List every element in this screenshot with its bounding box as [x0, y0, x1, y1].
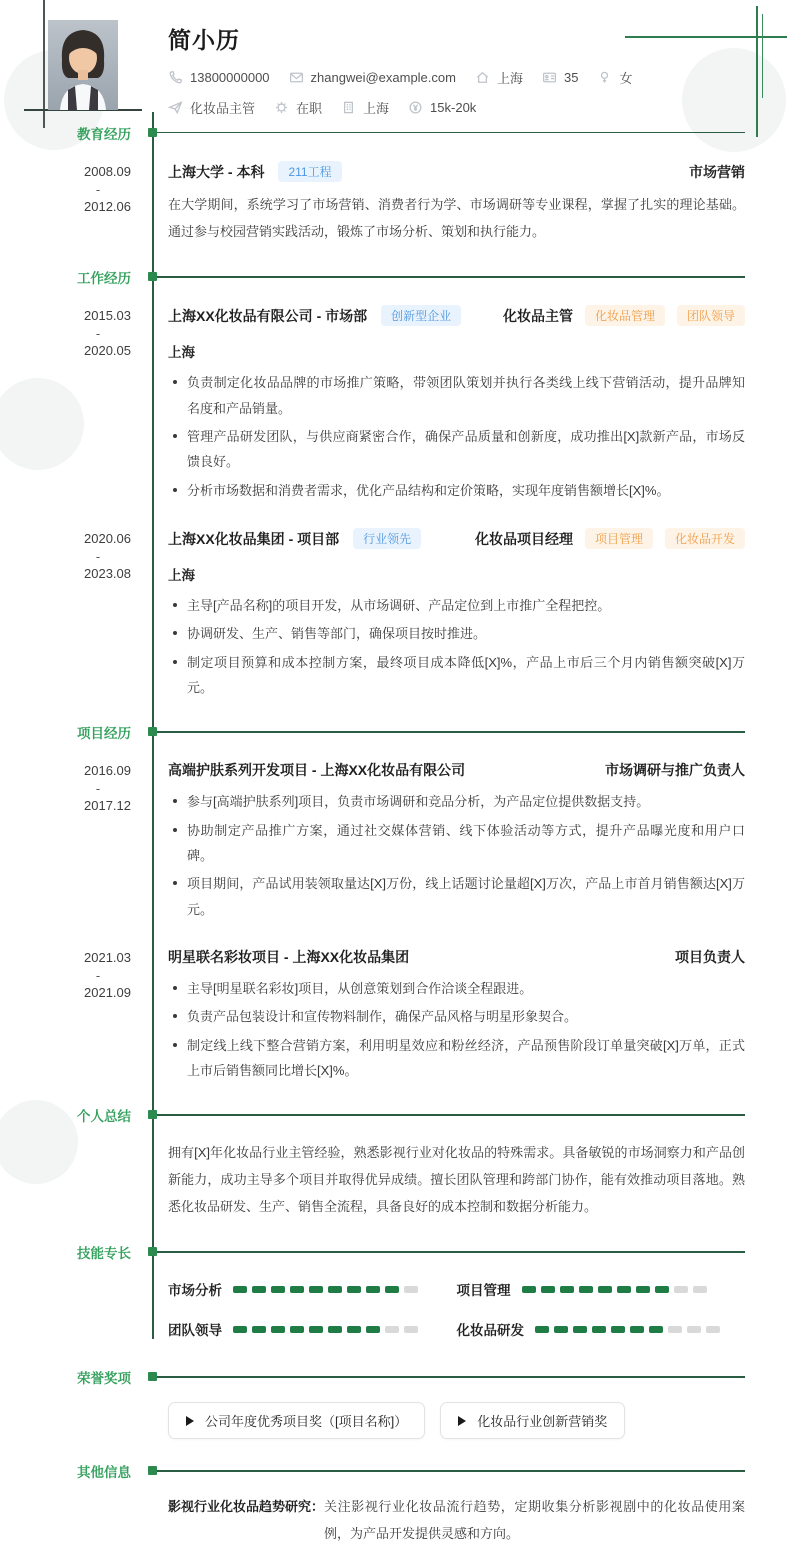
summary-text: 拥有[X]年化妆品行业主管经验，熟悉影视行业对化妆品的特殊需求。具备敏锐的市场洞察力和产品创新能力，成功主导多个项目并取得优异成绩。擅长团队管理和跨部门协作，能有效推动项目落地。熟悉化妆品研发、生产、销售全流程，具备良好的成本控制和数据分析能力。: [168, 1145, 745, 1214]
resume-header: [0, 0, 794, 117]
education-entry: [0, 161, 794, 245]
contact-email: zhangwei@example.com: [289, 70, 456, 85]
company-badge: 行业领先: [353, 528, 421, 549]
company-name: 上海XX化妆品有限公司 - 市场部: [168, 307, 368, 324]
section-header: [0, 125, 794, 140]
project-name: 明星联名彩妆项目 - 上海XX化妆品集团: [168, 949, 410, 966]
education-description: 在大学期间，系统学习了市场营销、消费者行为学、市场调研等专业课程，掌握了扎实的理论基础。通过参与校园营销实践活动，锻炼了市场分析、策划和执行能力。: [168, 197, 745, 239]
other-info: [168, 1494, 745, 1547]
bullet-item: 主导[产品名称]的项目开发，从市场调研、产品定位到上市推广全程把控。: [168, 593, 745, 618]
date-range: 2008.09 - 2012.06: [84, 164, 131, 215]
bullet-item: 参与[高端护肤系列]项目，负责市场调研和竞品分析，为产品定位提供数据支持。: [168, 789, 745, 814]
bullet-item: 负责制定化妆品品牌的市场推广策略，带领团队策划并执行各类线上线下营销活动，提升品牌知名度和产品销量。: [168, 370, 745, 421]
school-name: 上海大学 - 本科: [168, 163, 265, 180]
section-label: 教育经历: [77, 126, 131, 142]
skill-level-bar: [535, 1326, 725, 1333]
skill-name: 市场分析: [168, 1283, 222, 1299]
gender-icon: [597, 70, 612, 85]
bullet-item: 协助制定产品推广方案，通过社交媒体营销、线下体验活动等方式，提升产品曝光度和用户口碑。: [168, 818, 745, 869]
skill-tag: 化妆品管理: [585, 305, 665, 326]
company-name: 上海XX化妆品集团 - 项目部: [168, 530, 340, 547]
bullet-item: 协调研发、生产、销售等部门，确保项目按时推进。: [168, 621, 745, 646]
work-location: 上海: [168, 568, 195, 583]
skill-row: [168, 1279, 457, 1299]
salary-icon: [408, 100, 423, 115]
section-label: 技能专长: [77, 1245, 131, 1261]
project-entry: [0, 947, 794, 1083]
school-badge: 211工程: [278, 161, 341, 182]
other-info-text: 关注影视行业化妆品流行趋势，定期收集分析影视剧中的化妆品使用案例，为产品开发提供灵感和方向。: [324, 1499, 745, 1542]
section-header: [0, 1244, 794, 1259]
section-rule: [157, 1114, 745, 1116]
email-icon: [289, 70, 304, 85]
section-rule: [157, 1376, 745, 1378]
section-label: 荣誉奖项: [77, 1370, 131, 1386]
bullet-item: 主导[明星联名彩妆]项目，从创意策划到合作洽谈全程跟进。: [168, 976, 745, 1001]
section-skills: [0, 1244, 794, 1359]
skill-level-bar: [233, 1326, 423, 1333]
home-icon: [475, 70, 490, 85]
resume-content: [0, 125, 794, 1548]
play-icon: [186, 1416, 194, 1426]
job-title: 化妆品项目经理: [474, 530, 573, 547]
skill-row: [457, 1279, 746, 1299]
age-icon: [542, 70, 557, 85]
date-range: 2016.09 - 2017.12: [84, 763, 131, 814]
section-label: 工作经历: [77, 270, 131, 286]
skill-name: 化妆品研发: [456, 1323, 524, 1339]
timeline-node: [148, 727, 157, 736]
bullet-item: 管理产品研发团队，与供应商紧密合作，确保产品质量和创新度，成功推出[X]款新产品，市场反馈良好。: [168, 424, 745, 475]
section-label: 项目经历: [77, 725, 131, 741]
award-list: [168, 1402, 745, 1439]
phone-icon: [168, 70, 183, 85]
project-role: 市场调研与推广负责人: [605, 762, 745, 779]
skill-tag: 团队领导: [677, 305, 745, 326]
work-entry: [0, 528, 794, 700]
skill-name: 团队领导: [168, 1323, 222, 1339]
work-bullets: [168, 370, 745, 503]
status-icon: [274, 100, 289, 115]
section-header: [0, 1369, 794, 1384]
project-entry: [0, 760, 794, 922]
project-bullets: [168, 976, 745, 1083]
contact-row-2: [168, 98, 745, 117]
bullet-item: 制定项目预算和成本控制方案，最终项目成本降低[X]%，产品上市后三个月内销售额突破[X]万元。: [168, 650, 745, 701]
project-name: 高端护肤系列开发项目 - 上海XX化妆品有限公司: [168, 762, 466, 779]
bullet-item: 负责产品包装设计和宣传物料制作，确保产品风格与明星形象契合。: [168, 1004, 745, 1029]
contact-gender: 女: [597, 68, 632, 87]
skill-row: [168, 1319, 457, 1339]
other-info-lead: 影视行业化妆品趋势研究：: [168, 1499, 325, 1515]
contact-age: 35: [542, 70, 578, 85]
section-projects: [0, 724, 794, 1083]
date-range: 2015.03 - 2020.05: [84, 308, 131, 359]
section-rule: [157, 276, 745, 278]
timeline-node: [148, 1247, 157, 1256]
section-header: [0, 1107, 794, 1122]
award-pill[interactable]: 化妆品行业创新营销奖: [440, 1402, 625, 1439]
job-title: 化妆品主管: [502, 307, 573, 324]
date-range: 2021.03 - 2021.09: [84, 950, 131, 1001]
bullet-item: 分析市场数据和消费者需求，优化产品结构和定价策略，实现年度销售额增长[X]%。: [168, 478, 745, 503]
contact-phone: 13800000000: [168, 70, 270, 85]
date-range: 2020.06 - 2023.08: [84, 531, 131, 582]
work-city: 上海: [341, 98, 389, 117]
section-rule: [157, 731, 745, 733]
work-bullets: [168, 593, 745, 700]
skill-tag: 化妆品开发: [665, 528, 745, 549]
work-entry: [0, 305, 794, 503]
job-status: 在职: [274, 98, 322, 117]
skills-grid: [168, 1279, 745, 1359]
section-summary: [0, 1107, 794, 1220]
skill-level-bar: [522, 1286, 712, 1293]
bullet-item: 项目期间，产品试用装领取量达[X]万份，线上话题讨论量超[X]万次，产品上市首月销售额达[X]万元。: [168, 871, 745, 922]
bullet-item: 制定线上线下整合营销方案，利用明星效应和粉丝经济，产品预售阶段订单量突破[X]万单，正式上市后销售额同比增长[X]%。: [168, 1033, 745, 1084]
project-role: 项目负责人: [675, 949, 745, 966]
section-label: 个人总结: [77, 1108, 131, 1124]
skill-tag: 项目管理: [585, 528, 653, 549]
timeline-node: [148, 272, 157, 281]
city-icon: [341, 100, 356, 115]
award-pill[interactable]: 公司年度优秀项目奖（[项目名称]）: [168, 1402, 425, 1439]
skill-level-bar: [233, 1286, 423, 1293]
section-rule: [157, 132, 745, 134]
section-header: [0, 724, 794, 739]
company-badge: 创新型企业: [381, 305, 461, 326]
section-rule: [157, 1470, 745, 1472]
section-work: [0, 269, 794, 700]
section-other: [0, 1463, 794, 1547]
page-title: 简小历: [168, 27, 240, 53]
timeline-node: [148, 128, 157, 137]
section-header: [0, 1463, 794, 1478]
job-intention-icon: [168, 100, 183, 115]
section-header: [0, 269, 794, 284]
section-label: 其他信息: [77, 1464, 131, 1480]
contact-location: 上海: [475, 68, 523, 87]
section-honors: [0, 1369, 794, 1439]
timeline-node: [148, 1110, 157, 1119]
project-bullets: [168, 789, 745, 922]
major: 市场营销: [689, 163, 745, 180]
skill-name: 项目管理: [456, 1283, 511, 1299]
timeline-node: [148, 1372, 157, 1381]
section-rule: [157, 1251, 745, 1253]
play-icon: [458, 1416, 466, 1426]
expected-salary: 15k-20k: [408, 100, 476, 115]
timeline-node: [148, 1466, 157, 1475]
skill-row: [457, 1319, 746, 1339]
job-intention: 化妆品主管: [168, 98, 255, 117]
contact-row-1: [168, 68, 745, 87]
section-education: [0, 125, 794, 245]
work-location: 上海: [168, 345, 195, 361]
